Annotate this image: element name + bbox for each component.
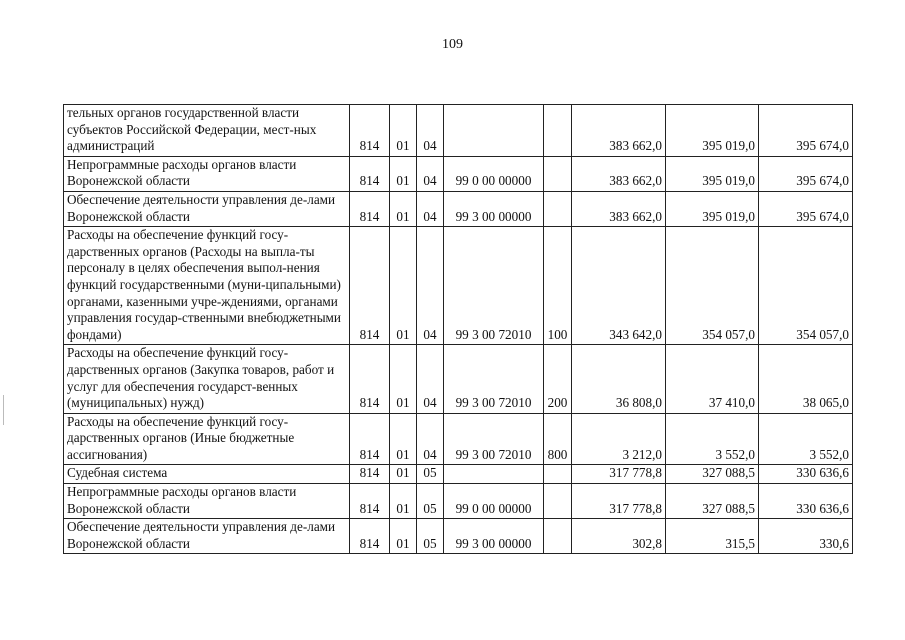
expense-type-cell: 200 — [544, 345, 572, 413]
subsection-code-cell: 05 — [417, 519, 444, 554]
table-row — [64, 156, 853, 191]
row-name-cell: Обеспечение деятельности управления де-лами Воронежской области — [64, 519, 350, 554]
margin-scan-mark — [3, 395, 4, 425]
amount-year1-cell: 302,8 — [572, 519, 666, 554]
amount-year1-cell: 383 662,0 — [572, 156, 666, 191]
target-article-cell: 99 3 00 00000 — [444, 191, 544, 226]
amount-year1-cell: 383 662,0 — [572, 191, 666, 226]
target-article-cell — [444, 105, 544, 157]
row-name-cell: тельных органов государственной власти субъектов Российской Федерации, мест-ных администраций — [64, 105, 350, 157]
amount-year1-cell: 3 212,0 — [572, 413, 666, 465]
row-name-cell: Расходы на обеспечение функций госу-дарственных органов (Закупка товаров, работ и услуг для обеспечения государст-венных (муниципальных) нужд) — [64, 345, 350, 413]
amount-year3-cell: 330,6 — [759, 519, 853, 554]
amount-year3-cell: 330 636,6 — [759, 465, 853, 484]
page-number: 109 — [442, 37, 463, 52]
row-name-cell: Непрограммные расходы органов власти Воронежской области — [64, 156, 350, 191]
table-row — [64, 227, 853, 345]
subsection-code-cell: 04 — [417, 191, 444, 226]
target-article-cell: 99 3 00 72010 — [444, 227, 544, 345]
section-code-cell: 01 — [390, 156, 417, 191]
expense-type-cell — [544, 156, 572, 191]
amount-year1-cell: 317 778,8 — [572, 484, 666, 519]
table-row — [64, 465, 853, 484]
grbs-code-cell: 814 — [350, 484, 390, 519]
amount-year1-cell: 317 778,8 — [572, 465, 666, 484]
amount-year2-cell: 327 088,5 — [666, 465, 759, 484]
row-name-cell: Непрограммные расходы органов власти Воронежской области — [64, 484, 350, 519]
section-code-cell: 01 — [390, 484, 417, 519]
amount-year2-cell: 395 019,0 — [666, 156, 759, 191]
subsection-code-cell: 04 — [417, 227, 444, 345]
subsection-code-cell: 05 — [417, 465, 444, 484]
grbs-code-cell: 814 — [350, 465, 390, 484]
subsection-code-cell: 04 — [417, 105, 444, 157]
row-name-cell: Расходы на обеспечение функций госу-дарственных органов (Расходы на выпла-ты персоналу в целях обеспечения выпол-нения функций государственными (муни-ципальными) органами, казенными учре-ждениями, органами управления государ-ственными внебюджетными фондами) — [64, 227, 350, 345]
grbs-code-cell: 814 — [350, 227, 390, 345]
section-code-cell: 01 — [390, 413, 417, 465]
target-article-cell: 99 3 00 00000 — [444, 519, 544, 554]
grbs-code-cell: 814 — [350, 413, 390, 465]
amount-year3-cell: 395 674,0 — [759, 191, 853, 226]
expense-type-cell — [544, 484, 572, 519]
table-row — [64, 519, 853, 554]
subsection-code-cell: 05 — [417, 484, 444, 519]
section-code-cell: 01 — [390, 191, 417, 226]
target-article-cell — [444, 465, 544, 484]
expense-type-cell — [544, 191, 572, 226]
amount-year1-cell: 343 642,0 — [572, 227, 666, 345]
grbs-code-cell: 814 — [350, 191, 390, 226]
expense-type-cell: 100 — [544, 227, 572, 345]
table-body — [64, 105, 853, 554]
subsection-code-cell: 04 — [417, 345, 444, 413]
amount-year2-cell: 327 088,5 — [666, 484, 759, 519]
amount-year1-cell: 36 808,0 — [572, 345, 666, 413]
grbs-code-cell: 814 — [350, 345, 390, 413]
row-name-cell: Судебная система — [64, 465, 350, 484]
subsection-code-cell: 04 — [417, 156, 444, 191]
table-row — [64, 191, 853, 226]
amount-year3-cell: 3 552,0 — [759, 413, 853, 465]
amount-year1-cell: 383 662,0 — [572, 105, 666, 157]
expense-type-cell — [544, 105, 572, 157]
table-row — [64, 105, 853, 157]
expense-type-cell: 800 — [544, 413, 572, 465]
section-code-cell: 01 — [390, 227, 417, 345]
section-code-cell: 01 — [390, 465, 417, 484]
expense-type-cell — [544, 519, 572, 554]
amount-year3-cell: 38 065,0 — [759, 345, 853, 413]
amount-year2-cell: 395 019,0 — [666, 191, 759, 226]
amount-year2-cell: 3 552,0 — [666, 413, 759, 465]
section-code-cell: 01 — [390, 105, 417, 157]
row-name-cell: Расходы на обеспечение функций госу-дарственных органов (Иные бюджетные ассигнования) — [64, 413, 350, 465]
amount-year2-cell: 315,5 — [666, 519, 759, 554]
subsection-code-cell: 04 — [417, 413, 444, 465]
amount-year3-cell: 330 636,6 — [759, 484, 853, 519]
section-code-cell: 01 — [390, 519, 417, 554]
amount-year2-cell: 37 410,0 — [666, 345, 759, 413]
budget-table — [63, 104, 853, 554]
row-name-cell: Обеспечение деятельности управления де-лами Воронежской области — [64, 191, 350, 226]
grbs-code-cell: 814 — [350, 156, 390, 191]
section-code-cell: 01 — [390, 345, 417, 413]
table-row — [64, 484, 853, 519]
table-row — [64, 345, 853, 413]
amount-year3-cell: 354 057,0 — [759, 227, 853, 345]
amount-year2-cell: 354 057,0 — [666, 227, 759, 345]
table-row — [64, 413, 853, 465]
amount-year2-cell: 395 019,0 — [666, 105, 759, 157]
target-article-cell: 99 3 00 72010 — [444, 345, 544, 413]
amount-year3-cell: 395 674,0 — [759, 156, 853, 191]
expense-type-cell — [544, 465, 572, 484]
grbs-code-cell: 814 — [350, 519, 390, 554]
target-article-cell: 99 0 00 00000 — [444, 484, 544, 519]
amount-year3-cell: 395 674,0 — [759, 105, 853, 157]
grbs-code-cell: 814 — [350, 105, 390, 157]
target-article-cell: 99 0 00 00000 — [444, 156, 544, 191]
target-article-cell: 99 3 00 72010 — [444, 413, 544, 465]
